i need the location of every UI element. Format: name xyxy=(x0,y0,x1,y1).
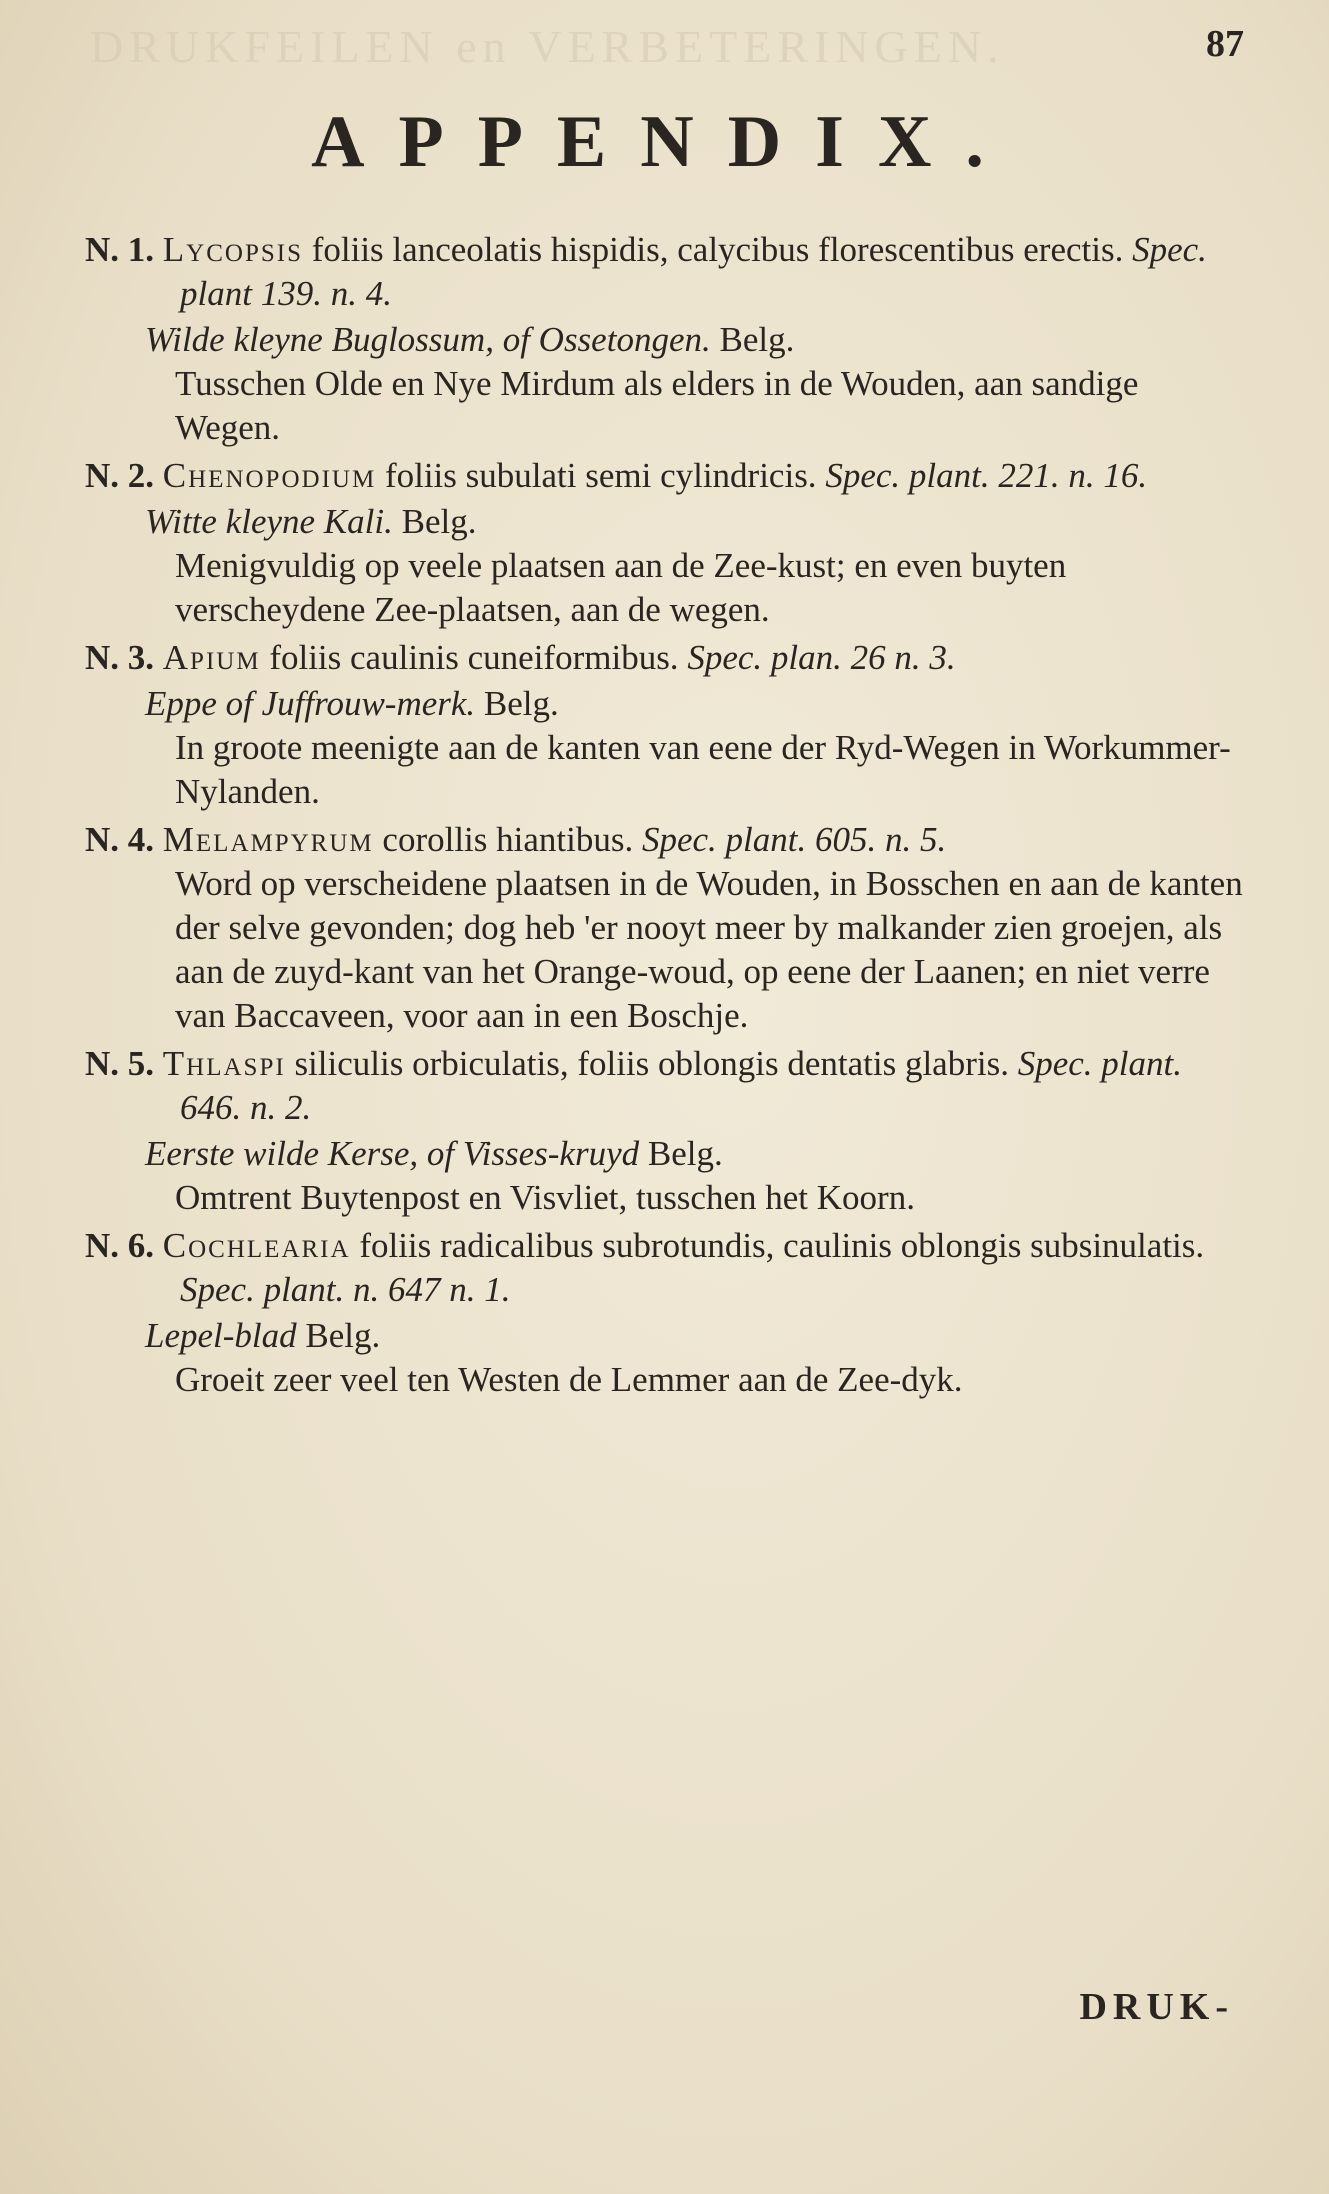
page-number: 87 xyxy=(1206,23,1244,65)
entry-number: N. 1. xyxy=(85,230,155,269)
entry-header xyxy=(85,1042,1250,1130)
species-reference: Spec. plant. 605. n. 5. xyxy=(641,820,947,859)
language-tag: Belg. xyxy=(719,320,795,359)
habitat: In groote meenigte aan de kanten van eene der Ryd-Wegen in Workummer-Nylanden. xyxy=(175,728,1231,811)
species-reference: Spec. plant. 646. n. 2. xyxy=(180,1044,1182,1127)
entry-4 xyxy=(85,818,1250,1038)
species-reference: Spec. plant 139. n. 4. xyxy=(180,230,1207,313)
genus-name: Thlaspi xyxy=(162,1044,286,1083)
vernacular-line xyxy=(85,1132,1250,1176)
entry-header xyxy=(85,454,1250,498)
catchword: DRUK- xyxy=(1079,1986,1234,2028)
genus-name: Cochlearia xyxy=(162,1226,351,1265)
language-tag: Belg. xyxy=(647,1134,723,1173)
description: foliis caulinis cuneiformibus. xyxy=(269,638,679,677)
species-reference: Spec. plant. n. 647 n. 1. xyxy=(180,1270,511,1309)
appendix-entries xyxy=(85,228,1250,1406)
bleed-through-text: DRUKFEILEN en VERBETERINGEN. xyxy=(90,21,1005,72)
language-tag: Belg. xyxy=(305,1316,381,1355)
species-reference: Spec. plan. 26 n. 3. xyxy=(687,638,956,677)
species-reference: Spec. plant. 221. n. 16. xyxy=(825,456,1148,495)
description: foliis lanceolatis hispidis, calycibus florescentibus erectis. xyxy=(311,230,1124,269)
habitat: Tusschen Olde en Nye Mirdum als elders in de Wouden, aan sandige Wegen. xyxy=(175,364,1139,447)
genus-name: Lycopsis xyxy=(162,230,303,269)
entry-header xyxy=(85,636,1250,680)
habitat: Word op verscheidene plaatsen in de Wouden, in Bosschen en aan de kanten der selve gevonden; dog heb 'er nooyt meer by malkander zien groejen, als aan de zuyd-kant van het Orange-woud, op eene der Laanen; en niet verre van Baccaveen, voor aan in een Boschje. xyxy=(175,864,1243,1035)
entry-1 xyxy=(85,228,1250,450)
entry-header xyxy=(85,1224,1250,1312)
entry-header xyxy=(85,228,1250,316)
entry-number: N. 3. xyxy=(85,638,155,677)
entry-header xyxy=(85,818,1250,862)
description: corollis hiantibus. xyxy=(382,820,634,859)
genus-name: Melampyrum xyxy=(162,820,374,859)
language-tag: Belg. xyxy=(401,502,477,541)
genus-name: Apium xyxy=(162,638,261,677)
vernacular-name: Witte kleyne Kali. xyxy=(145,502,393,541)
vernacular-name: Eppe of Juffrouw-merk. xyxy=(145,684,476,723)
vernacular-line xyxy=(85,682,1250,726)
entry-6 xyxy=(85,1224,1250,1402)
description: foliis subulati semi cylindricis. xyxy=(384,456,817,495)
language-tag: Belg. xyxy=(483,684,559,723)
genus-name: Chenopodium xyxy=(162,456,377,495)
habitat: Omtrent Buytenpost en Visvliet, tusschen het Koorn. xyxy=(175,1178,915,1217)
description: siliculis orbiculatis, foliis oblongis dentatis glabris. xyxy=(294,1044,1009,1083)
description: foliis radicalibus subrotundis, caulinis oblongis subsinulatis. xyxy=(359,1226,1205,1265)
entry-5 xyxy=(85,1042,1250,1220)
vernacular-name: Wilde kleyne Buglossum, of Ossetongen. xyxy=(145,320,711,359)
entry-number: N. 4. xyxy=(85,820,155,859)
entry-number: N. 2. xyxy=(85,456,155,495)
habitat: Groeit zeer veel ten Westen de Lemmer aan de Zee-dyk. xyxy=(175,1360,963,1399)
entry-2 xyxy=(85,454,1250,632)
habitat: Menigvuldig op veele plaatsen aan de Zee-kust; en even buyten verscheydene Zee-plaatsen, aan de wegen. xyxy=(175,546,1067,629)
page-title: APPENDIX. xyxy=(311,101,1018,183)
vernacular-name: Lepel-blad xyxy=(145,1316,297,1355)
vernacular-line xyxy=(85,318,1250,362)
entry-3 xyxy=(85,636,1250,814)
entry-number: N. 6. xyxy=(85,1226,155,1265)
vernacular-line xyxy=(85,1314,1250,1358)
vernacular-line xyxy=(85,500,1250,544)
vernacular-name: Eerste wilde Kerse, of Visses-kruyd xyxy=(145,1134,640,1173)
entry-number: N. 5. xyxy=(85,1044,155,1083)
